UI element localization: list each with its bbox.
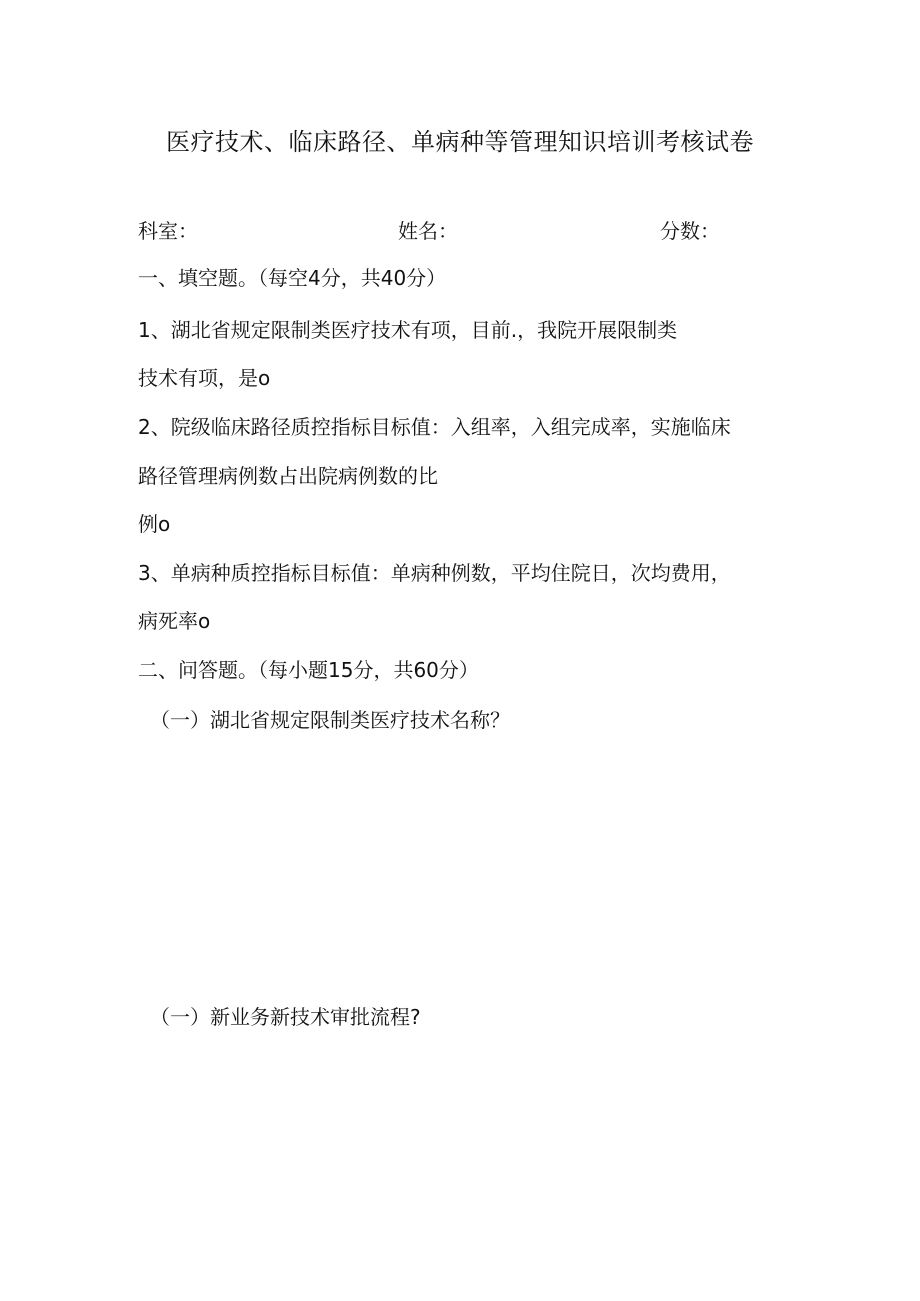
score-field-label: 分数： [660,219,720,243]
essay-question2: （一）新业务新技术审批流程? [150,1005,421,1029]
section1-heading: 一、填空题。（每空4分，共40分） [138,266,447,290]
question1-line2: 技术有项，是o [138,366,271,390]
question3-line2: 病死率o [138,609,211,633]
question2-line2: 路径管理病例数占出院病例数的比 [138,464,438,488]
exam-title: 医疗技术、临床路径、单病种等管理知识培训考核试卷 [166,128,754,156]
department-field-label: 科室： [138,219,198,243]
name-field-label: 姓名： [398,219,458,243]
question1-line1: 1、湖北省规定限制类医疗技术有项，目前.，我院开展限制类 [138,318,678,342]
question2-line1: 2、院级临床路径质控指标目标值：入组率，入组完成率，实施临床 [138,415,731,439]
question3-line1: 3、单病种质控指标目标值：单病种例数，平均住院日，次均费用， [138,561,731,585]
section2-heading: 二、问答题。（每小题15分，共60分） [138,658,479,682]
question2-line3: 例o [138,512,171,536]
essay-question1: （一）湖北省规定限制类医疗技术名称？ [150,708,510,732]
